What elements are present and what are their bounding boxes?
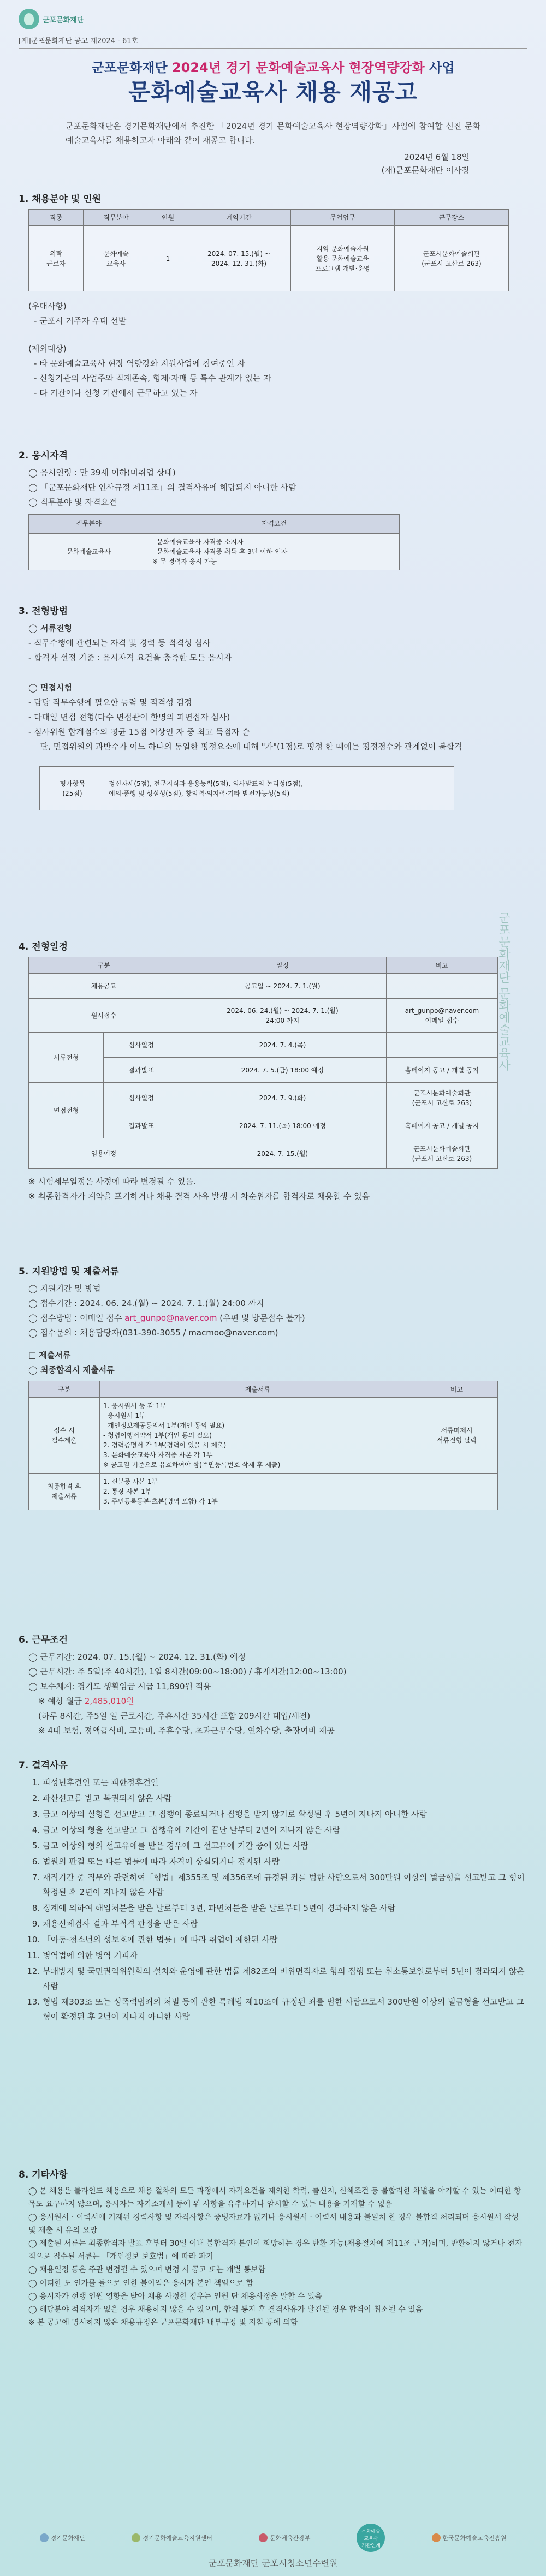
condition-item: ◯ 근무기간: 2024. 07. 15.(월) ~ 2024. 12. 31.(화) 예정 [28,1652,246,1662]
table-row [29,1033,498,1058]
cell-note: art_gunpo@naver.com 이메일 접수 [386,999,497,1033]
req-line: - 문화예술교육사 자격증 취득 후 3년 이하 인자 [152,547,288,556]
list-item: 1. 피성년후견인 또는 피한정후견인 [43,1775,527,1790]
cell-field: 문화예술교육사 [29,533,149,570]
section-application [19,1263,527,1510]
misc-item: ◯ 제출된 서류는 최종합격자 발표 후부터 30일 이내 불합격자 본인이 희망하는 경우 반환 가능(채용절차에 제11조 근거)하며, 반환하지 않거나 전자적으로 접수된 서류는 「개인정보 보호법」에 따라 파기 [28,2239,523,2262]
th-type: 직종 [29,210,84,226]
cell-note: 홈페이지 공고 / 개별 공지 [386,1058,497,1083]
footer-logo [40,2533,86,2542]
cell-note [416,1474,498,1510]
doc-line: ※ 공고일 기준으로 유효하여야 함(주민등록번호 삭제 후 제출) [103,1461,281,1469]
cell-period: 2024. 07. 15.(월) ~ 2024. 12. 31.(화) [187,226,291,291]
cell-category: 채용공고 [29,974,179,999]
date-and-issuer [382,151,470,177]
cell-date: 공고일 ~ 2024. 7. 1.(월) [179,974,386,999]
requirement-table [28,514,400,570]
doc-line: 2. 경력증명서 각 1부(경력이 있을 시 제출) [103,1441,227,1449]
docs-title: □ 제출서류 [28,1350,71,1360]
cell-count: 1 [149,226,187,291]
apply-period: ◯ 접수기간 : 2024. 06. 24.(월) ~ 2024. 7. 1.(월) 24:00 까지 [28,1298,264,1308]
doc-line: 3. 문화예술교육사 자격증 사본 각 1부 [103,1451,213,1459]
cell-sub: 심사일정 [104,1083,179,1113]
misc-item: ◯ 해당분야 적격자가 없을 경우 채용하지 않을 수 있으며, 합격 통지 후 결격사유가 발견될 경우 합격이 취소될 수 있음 [28,2305,423,2314]
section-misc [19,2167,527,2329]
table-row [29,226,509,291]
apply-method [28,1311,527,1326]
pay-prefix: ※ 예상 월급 [38,1696,85,1706]
list-item: 7. 재직기간 중 직무와 관련하여「형법」제355조 및 제356조에 규정된 죄를 범한 사람으로서 300만원 이상의 벌금형을 선고받고 그 형이 확정된 후 2년이 지나지 않은 사람 [43,1870,527,1900]
doc-line: - 응시원서 1부 [103,1412,146,1420]
section-title: 1. 채용분야 및 인원 [19,194,101,205]
cell-category: 면접전형 [29,1083,104,1138]
side-text: 군포문화재단 문화예술교육사 [496,911,511,1071]
cell-date: 2024. 06. 24.(월) ~ 2024. 7. 1.(월) 24:00 까지 [179,999,386,1033]
table-row [29,974,498,999]
table-row [29,1398,498,1474]
list-item: 6. 법원의 판결 또는 다른 법률에 따라 자격이 상실되거나 정지된 사람 [43,1855,527,1869]
footer-logo [432,2533,507,2542]
footer [0,2521,546,2576]
th-docs: 제출서류 [100,1381,416,1398]
cell-note [386,1033,497,1058]
program-badge: 문화예술 교육사 기관연계 [357,2524,385,2552]
table-row [40,767,454,810]
list-item: 8. 징계에 의하여 해임처분을 받은 날로부터 3년, 파면처분을 받은 날로부터 5년이 경과하지 않은 사람 [43,1901,527,1916]
misc-item: ◯ 채용일정 등은 주관 변경될 수 있으며 변경 시 공고 또는 개별 통보함 [28,2265,266,2275]
req-line: ※ 무 경력자 응시 가능 [152,557,217,565]
doc-line: - 개인정보제공동의서 1부(개인 동의 필요) [103,1422,225,1429]
section-selection [19,603,527,810]
cell-requirements [149,533,400,570]
list-item: 2. 파산선고를 받고 복권되지 않은 사람 [43,1791,527,1806]
cell-sub: 심사일정 [104,1033,179,1058]
table-row [29,533,400,570]
footer-logo-text: 경기문화재단 [50,2535,86,2542]
table-row [29,1083,498,1113]
top-logo [19,9,84,29]
th-duty: 주업업무 [291,210,395,226]
list-item: 4. 금고 이상의 형을 선고받고 그 집행유예 기간이 끝난 날부터 2년이 지나지 않은 사람 [43,1823,527,1838]
cell-docs [100,1398,416,1474]
misc-item: ◯ 응시자가 선행 인원 영향을 받아 채용 사정한 경우는 인원 단 채용사정을 말할 수 있음 [28,2292,322,2301]
section-title: 3. 전형방법 [19,606,68,617]
th-category: 구분 [29,1381,100,1398]
pref-title: (우대사항) [28,301,67,311]
doc-screen-item: - 합격자 선정 기준 : 응시자격 요건을 충족한 모든 응시자 [28,653,232,663]
th-place: 근무장소 [395,210,509,226]
header-divider [19,48,527,49]
cell-date: 2024. 7. 11.(목) 18:00 예정 [179,1113,386,1138]
pay-line [28,1694,527,1709]
list-item: 11. 병역법에 의한 병역 기피자 [43,1948,527,1963]
eligibility-item: ◯ 「군포문화재단 인사규정 제11조」의 결격사유에 해당되지 아니한 사람 [28,482,296,492]
cell-note: 군포시문화예술회관 (군포시 고산로 263) [386,1138,497,1169]
cell-sub: 결과발표 [104,1113,179,1138]
side-calligraphy-icon [482,901,536,1228]
condition-item: ◯ 보수체계: 경기도 생활임금 시급 11,890원 적용 [28,1681,211,1691]
pref-item: - 군포시 거주자 우대 선발 [34,316,127,326]
eligibility-item: ◯ 응시연령 : 만 39세 이하(미취업 상태) [28,468,176,478]
cell-category: 서류전형 [29,1033,104,1083]
sub-heading [0,57,546,76]
list-item: 12. 부패방지 및 국민권익위원회의 설치와 운영에 관한 법률 제82조의 비위면직자로 형의 집행 또는 취소통보일로부터 5년이 경과되지 않은 사람 [43,1964,527,1994]
cell-date: 2024. 7. 5.(금) 18:00 예정 [179,1058,386,1083]
cell-note [386,974,497,999]
sub-heading-suffix: 사업 [424,60,455,75]
section-title: 6. 근무조건 [19,1635,68,1645]
misc-item: ◯ 어떠한 도 인가를 들으로 인한 불이익은 응시자 본인 책임으로 함 [28,2279,253,2288]
cell-type: 위탁 근로자 [29,226,84,291]
cell-date: 2024. 7. 15.(월) [179,1138,386,1169]
list-item: 13. 형법 제303조 또는 성폭력범죄의 처벌 등에 관한 특례법 제10조에 규정된 죄를 범한 사람으로서 300만원 이상의 벌금형을 선고받고 그 형이 확정된 후 2년이 지나지 아니한 사람 [43,1995,527,2024]
eval-table [39,766,454,810]
center-logo-icon [132,2533,140,2542]
intro-text: 군포문화재단은 경기문화재단에서 추진한 「2024년 경기 문화예술교육사 현장역량강화」사업에 참여할 신진 문화예술교육사를 채용하고자 아래와 같이 재공고 합니다. [66,121,480,146]
cell-category: 최종합격 후 제출서류 [29,1474,100,1510]
cell-date: 2024. 7. 4.(목) [179,1033,386,1058]
footer-logo [132,2533,212,2542]
misc-item: ◯ 본 채용은 블라인드 채용으로 채용 절차의 모든 과정에서 자격요건을 제외한 학력, 출신지, 신체조건 등 불합리한 차별을 야기할 수 있는 어떠한 항목도 요구하지 않으며, 응시자는 자기소개서 등에 위 사항을 유추하거나 암시할 수 있는 내용을 기재할 수 없음 [28,2187,521,2209]
ministry-logo-icon [259,2533,268,2542]
list-item: 9. 채용신체검사 결과 부적격 판정을 받은 사람 [43,1917,527,1931]
side-decoration [482,901,536,1228]
doc-line: 2. 통장 사본 1부 [103,1488,152,1495]
exc-item: - 신청기관의 사업주와 직계존속, 형제·자매 등 특수 관계가 있는 자 [34,373,271,383]
table-row [29,1474,498,1510]
apply-method-prefix: ◯ 접수방법 : 이메일 접수 [28,1313,125,1323]
section-recruit-field [19,191,527,401]
th-category: 구분 [29,957,179,974]
eval-label: 평가항목 (25점) [40,767,105,810]
cell-duty: 지역 문화예술자원 활용 문화예술교육 프로그램 개발·운영 [291,226,395,291]
schedule-note: ※ 시험세부일정은 사정에 따라 변경될 수 있음. [28,1177,196,1186]
interview-item: - 담당 직무수행에 필요한 능력 및 적격성 검정 [28,697,192,707]
cell-docs [100,1474,416,1510]
footer-logo [259,2533,310,2542]
doc-line: 1. 신분증 사본 1부 [103,1478,158,1486]
condition-item: ◯ 근무시간: 주 5일(주 40시간), 1일 8시간(09:00~18:00) / 휴게시간(12:00~13:00) [28,1667,347,1677]
interview-title: ◯ 면접시험 [28,683,72,693]
table-row [29,999,498,1033]
gyeonggi-logo-icon [40,2533,49,2542]
schedule-table [28,957,498,1169]
foundation-logo-icon [19,9,39,29]
list-item: 5. 금고 이상의 형의 선고유예를 받은 경우에 그 선고유예 기간 중에 있는 사람 [43,1839,527,1853]
th-schedule: 일정 [179,957,386,974]
interview-item: 단, 면접위원의 과반수가 어느 하나의 동일한 평정요소에 대해 "가"(1점)로 평정 한 때에는 평정점수와 관계없이 불합격 [35,742,462,752]
doc-screen-item: - 직무수행에 관련되는 자격 및 경력 등 적격성 심사 [28,638,211,648]
list-item: 3. 금고 이상의 실형을 선고받고 그 집행이 종료되거나 집행을 받지 않기로 확정된 후 5년이 지나지 아니한 사람 [43,1807,527,1822]
th-count: 인원 [149,210,187,226]
method-title: ◯ 지원기간 및 방법 [28,1284,101,1293]
cell-category: 임용예정 [29,1138,179,1169]
apply-email-link[interactable]: art_gunpo@naver.com [124,1313,217,1323]
footer-logos [0,2521,546,2554]
misc-item: ※ 본 공고에 명시하지 않은 채용규정은 군포문화재단 내부규정 및 지침 등에 의함 [28,2318,298,2327]
sub-heading-prefix: 군포문화재단 [91,60,172,75]
cell-field: 문화예술 교육사 [84,226,149,291]
cell-place: 군포시문화예술회관 (군포시 고산로 263) [395,226,509,291]
req-line: - 문화예술교육사 자격증 소지자 [152,538,244,546]
exc-item: - 타 기관이나 신청 기관에서 근무하고 있는 자 [34,388,198,398]
cell-date: 2024. 7. 9.(화) [179,1083,386,1113]
cell-category: 접수 시 필수제출 [29,1398,100,1474]
schedule-note: ※ 최종합격자가 계약을 포기하거나 채용 결격 사유 발생 시 차순위자를 합격자로 채용할 수 있음 [28,1191,370,1201]
section-schedule [19,939,527,1204]
footer-logo-text: 한국문화예술교육진흥원 [442,2535,507,2542]
section-title: 7. 결격사유 [19,1760,68,1771]
cell-category: 원서접수 [29,999,179,1033]
th-note: 비고 [416,1381,498,1398]
cell-sub: 결과발표 [104,1058,179,1083]
notice-number: [재]군포문화재단 공고 제2024 - 61호 [19,37,139,45]
misc-item: ◯ 응시원서 · 이력서에 기재된 경력사항 및 자격사항은 증빙자료가 없거나 응시원서 · 이력서 내용과 불일치 한 경우 불합격 처리되며 응시원서 작성 및 제출 시 유의 요망 [28,2213,519,2235]
section-title: 2. 응시자격 [19,450,68,461]
section-title: 4. 전형일정 [19,941,68,952]
interview-item: - 다대일 면접 전형(다수 면접관이 한명의 피면접자 심사) [28,712,230,722]
footer-org: 군포문화재단 군포시청소년수련원 [208,2558,338,2568]
notice-date: 2024년 6월 18일 [404,152,470,162]
eligibility-item: ◯ 직무분야 및 자격요건 [28,497,117,507]
list-item: 10. 「아동·청소년의 성보호에 관한 법률」에 따라 취업이 제한된 사람 [43,1933,527,1947]
page-title: 문화예술교육사 채용 재공고 [128,79,418,105]
section-disqualification [19,1757,527,2025]
doc-line: 1. 응시원서 등 각 1부 [103,1402,167,1410]
exc-item: - 타 문화예술교육사 현장 역량강화 지원사업에 참여중인 자 [34,359,245,368]
cell-note: 군포시문화예술회관 (군포시 고산로 263) [386,1083,497,1113]
cell-note: 홈페이지 공고 / 개별 공지 [386,1113,497,1138]
th-note: 비고 [386,957,497,974]
footer-logo-text: 문화체육관광부 [269,2535,311,2542]
apply-method-suffix: (우편 및 방문접수 불가) [217,1313,305,1323]
doc-line: - 청렴이행서약서 1부(개인 동의 필요) [103,1432,212,1439]
doc-screen-title: ◯ 서류전형 [28,623,72,633]
apply-contact: ◯ 접수문의 : 채용담당자(031-390-3055 / macmoo@naver.com) [28,1328,278,1338]
documents-table [28,1381,498,1510]
eval-text: 정신자세(5점), 전문지식과 응용능력(5점), 의사발표의 논리성(5점), 예의·품행 및 성실성(5점), 창의력·의지력·기타 발전가능성(5점) [105,767,454,810]
disqualification-list [28,1775,527,2024]
section-conditions [19,1632,527,1738]
interview-item: - 심사위원 합계점수의 평균 15점 이상인 자 중 최고 득점자 순 [28,727,250,737]
section-title: 8. 기타사항 [19,2169,68,2180]
pay-detail: (하루 8시간, 주5일 일 근로시간, 주휴시간 35시간 포함 209시간 대입/세전) [38,1711,311,1721]
section-eligibility [19,448,527,570]
insurance-note: ※ 4대 보험, 정액급식비, 교통비, 주휴수당, 초과근무수당, 연차수당, 출장여비 제공 [38,1726,335,1736]
section-title: 5. 지원방법 및 제출서류 [19,1266,119,1277]
footer-logo-text: 경기문화예술교육지원센터 [143,2535,212,2542]
doc-line: 3. 주민등록등본·초본(병역 포함) 각 1부 [103,1498,218,1505]
logo-text: 군포문화재단 [43,16,84,25]
sub-heading-highlight: 2024년 경기 문화예술교육사 현장역량강화 [171,60,425,75]
exc-title: (제외대상) [28,344,67,354]
th-field: 직무분야 [84,210,149,226]
th-field: 직무분야 [29,515,149,534]
th-requirement: 자격요건 [149,515,400,534]
final-docs-title: ◯ 최종합격시 제출서류 [28,1365,115,1375]
issuer: (재)군포문화재단 이사장 [381,165,470,175]
pay-value: 2,485,010원 [84,1696,134,1706]
arte-logo-icon [432,2533,441,2542]
table-row [29,1138,498,1169]
th-period: 계약기간 [187,210,291,226]
recruit-table [28,209,509,291]
cell-note: 서류미제시 서류전형 탈락 [416,1398,498,1474]
